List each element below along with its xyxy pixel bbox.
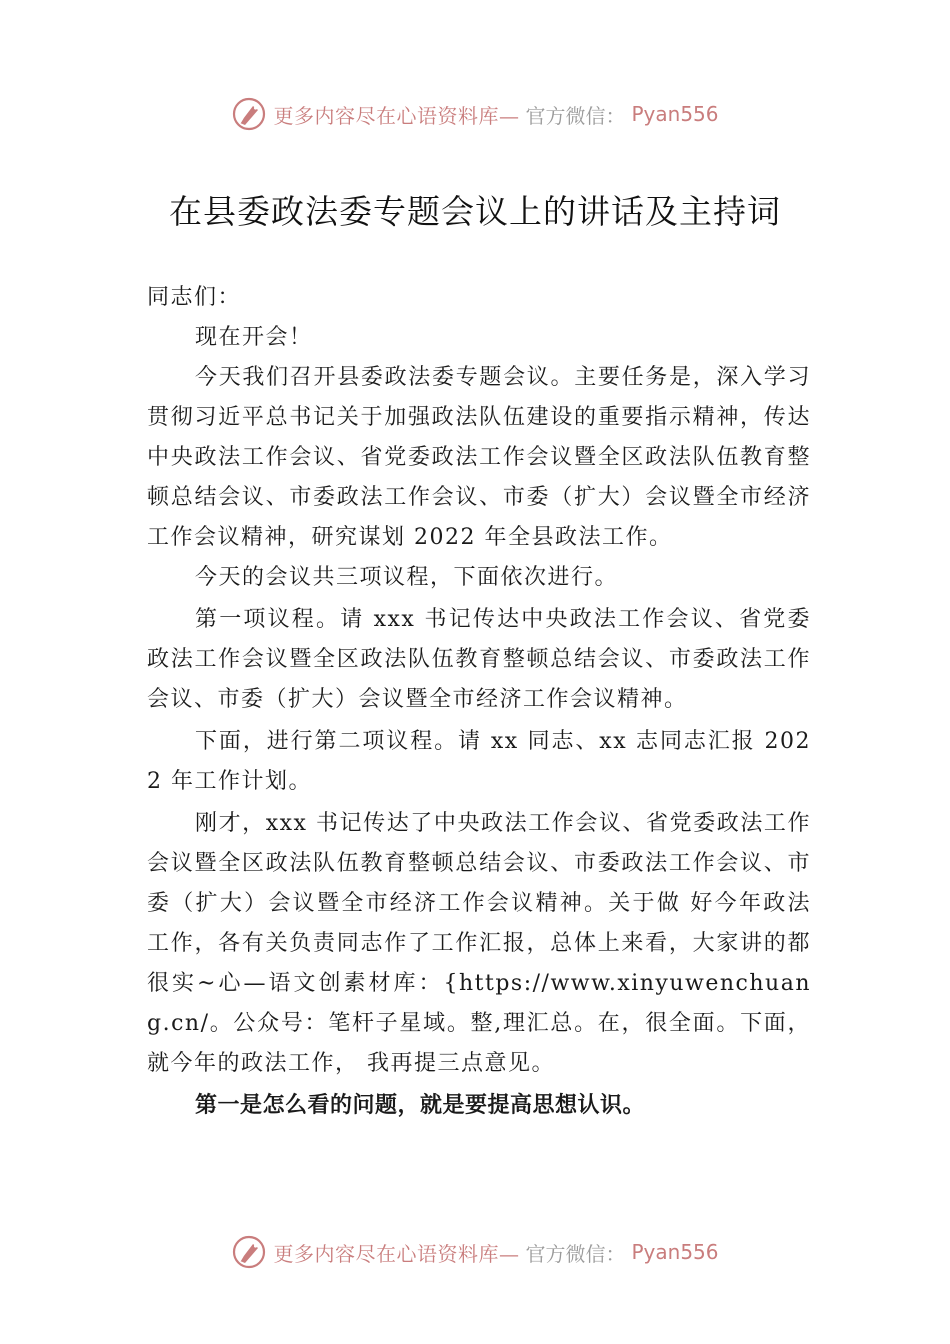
paragraph-item-two: 下面，进行第二项议程。请 xx 同志、xx 志同志汇报 2022 年工作计划。 <box>147 729 811 794</box>
pen-nib-logo-icon <box>231 96 267 132</box>
banner-wechat-id: Pyan556 <box>631 102 719 126</box>
banner-text: 更多内容尽在心语资料库— <box>273 1241 520 1266</box>
paragraph-salutation: 同志们： <box>147 285 242 310</box>
paragraph-agenda: 今天的会议共三项议程，下面依次进行。 <box>195 565 619 590</box>
paragraph-purpose: 今天我们召开县委政法委专题会议。主要任务是，深入学习贯彻习近平总书记关于加强政法队伍建设的重要指示精神，传达中央政法工作会议、省党委政法工作会议暨全区政法队伍教育整顿总结会议、市委政法工作会议、市委（扩大）会议暨全市经济工作会议精神，研究谋划 2022 年全县政法工作。 <box>147 365 811 550</box>
banner-wechat-label: 官方微信： <box>525 103 626 128</box>
header-watermark-banner <box>0 92 950 136</box>
document-body <box>147 278 811 1126</box>
paragraph-summary: 刚才，xxx 书记传达了中央政法工作会议、省党委政法工作会议暨全区政法队伍教育整顿总结会议、市委政法工作会议、市委（扩大）会议暨全市经济工作会议精神。关于做 好今年政法工作，各有关负责同志作了工作汇报，总体上来看，大家讲的都很实~心—语文创素材库：{https://www.xinyuwenchuang.cn/。公众号：笔杆子星域。整,理汇总。在，很全面。下面，就今年的政法工作， 我再提三点意见。 <box>147 811 811 1076</box>
banner-text: 更多内容尽在心语资料库— <box>273 103 520 128</box>
footer-watermark-banner <box>0 1230 950 1274</box>
document-title: 在县委政法委专题会议上的讲话及主持词 <box>169 192 781 231</box>
paragraph-opening: 现在开会！ <box>195 325 313 350</box>
pen-nib-logo-icon <box>231 1234 267 1270</box>
banner-wechat-id: Pyan556 <box>631 1240 719 1264</box>
banner-wechat-label: 官方微信： <box>525 1241 626 1266</box>
paragraph-heading-first-point: 第一是怎么看的问题，就是要提高思想认识。 <box>195 1093 646 1118</box>
paragraph-item-one: 第一项议程。请 xxx 书记传达中央政法工作会议、省党委政法工作会议暨全区政法队伍教育整顿总结会议、市委政法工作会议、市委（扩大）会议暨全市经济工作会议精神。 <box>147 607 811 712</box>
